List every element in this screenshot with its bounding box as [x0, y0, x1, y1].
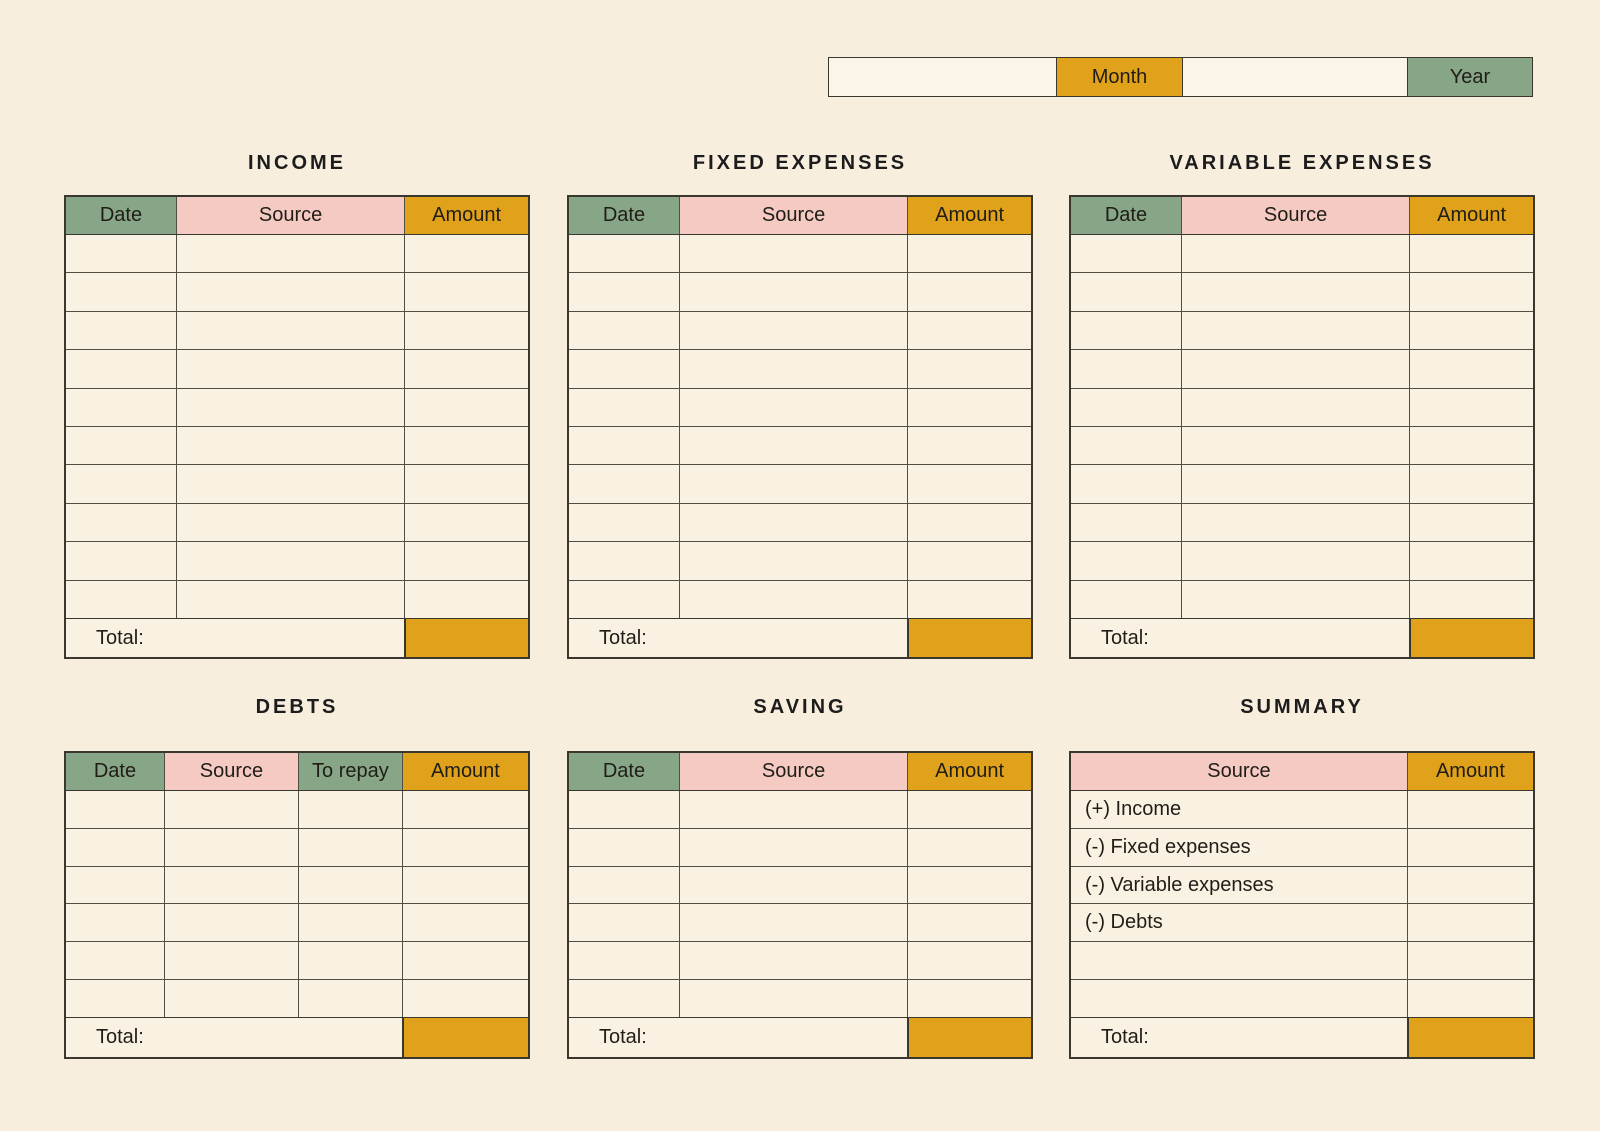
income-total-row — [66, 618, 528, 657]
date-cell[interactable] — [1071, 235, 1181, 272]
date-cell[interactable] — [569, 791, 679, 828]
total-label: Total: — [1071, 619, 1409, 657]
source-cell[interactable] — [679, 829, 907, 866]
amount-cell[interactable] — [907, 542, 1031, 579]
amount-cell[interactable] — [404, 350, 528, 387]
date-cell[interactable] — [66, 980, 164, 1017]
table-row — [569, 235, 1031, 272]
source-cell[interactable] — [679, 504, 907, 541]
table-row — [1071, 272, 1533, 310]
source-cell[interactable] — [1181, 581, 1409, 618]
source-cell[interactable] — [1181, 273, 1409, 310]
source-cell[interactable] — [176, 465, 404, 502]
saving-total-row — [569, 1017, 1031, 1057]
source-cell[interactable] — [164, 829, 298, 866]
amount-cell[interactable] — [1409, 542, 1533, 579]
date-cell[interactable] — [1071, 504, 1181, 541]
income-total-value-cell[interactable] — [404, 619, 528, 657]
date-cell[interactable] — [66, 465, 176, 502]
source-cell[interactable] — [679, 904, 907, 941]
amount-cell[interactable] — [402, 791, 528, 828]
date-cell[interactable] — [1071, 350, 1181, 387]
date-cell[interactable] — [569, 904, 679, 941]
date-column-header: Date — [569, 197, 679, 234]
source-column-header: Source — [164, 753, 298, 790]
date-cell[interactable] — [1071, 312, 1181, 349]
table-row — [66, 464, 528, 502]
table-row — [66, 235, 528, 272]
source-cell[interactable] — [176, 312, 404, 349]
source-cell[interactable] — [1181, 504, 1409, 541]
table-row — [569, 388, 1031, 426]
date-cell[interactable] — [569, 829, 679, 866]
amount-cell[interactable] — [907, 235, 1031, 272]
table-row — [569, 464, 1031, 502]
table-row — [569, 272, 1031, 310]
saving-total-value-cell[interactable] — [907, 1018, 1031, 1057]
amount-cell[interactable] — [402, 829, 528, 866]
fixed-expenses-table — [567, 195, 1033, 659]
debts-table — [64, 751, 530, 1059]
date-cell[interactable] — [1071, 389, 1181, 426]
summary-amount-cell[interactable] — [1407, 904, 1533, 941]
source-column-header: Source — [679, 197, 907, 234]
date-cell[interactable] — [569, 389, 679, 426]
amount-cell[interactable] — [907, 791, 1031, 828]
source-cell[interactable] — [679, 235, 907, 272]
total-label: Total: — [1071, 1018, 1407, 1057]
table-row — [569, 979, 1031, 1017]
amount-cell[interactable] — [907, 312, 1031, 349]
income-table — [64, 195, 530, 659]
source-cell[interactable] — [679, 581, 907, 618]
date-cell[interactable] — [569, 504, 679, 541]
variable-expenses-body — [1071, 235, 1533, 618]
date-cell[interactable] — [1071, 273, 1181, 310]
table-row — [1071, 503, 1533, 541]
summary-row-debts — [1071, 903, 1533, 941]
table-row — [66, 388, 528, 426]
table-row — [569, 866, 1031, 904]
summary-amount-cell[interactable] — [1407, 980, 1533, 1017]
fixed-expenses-body — [569, 235, 1031, 618]
source-cell[interactable] — [1181, 389, 1409, 426]
source-cell[interactable] — [176, 273, 404, 310]
table-row — [1071, 580, 1533, 618]
date-cell[interactable] — [569, 942, 679, 979]
source-column-header: Source — [1181, 197, 1409, 234]
to-repay-cell[interactable] — [298, 829, 402, 866]
date-cell[interactable] — [1071, 542, 1181, 579]
summary-row-label[interactable] — [1071, 980, 1407, 1017]
amount-cell[interactable] — [404, 427, 528, 464]
summary-row-fixed-expenses — [1071, 828, 1533, 866]
date-cell[interactable] — [569, 235, 679, 272]
fixed-expenses-total-value-cell[interactable] — [907, 619, 1031, 657]
table-row — [569, 311, 1031, 349]
amount-cell[interactable] — [907, 504, 1031, 541]
amount-column-header: Amount — [402, 753, 528, 790]
date-cell[interactable] — [66, 904, 164, 941]
date-cell[interactable] — [569, 465, 679, 502]
summary-amount-cell[interactable] — [1407, 791, 1533, 828]
summary-amount-cell[interactable] — [1407, 942, 1533, 979]
table-row — [66, 349, 528, 387]
table-row — [569, 580, 1031, 618]
table-row — [569, 349, 1031, 387]
year-input[interactable] — [1183, 57, 1408, 97]
date-cell[interactable] — [66, 312, 176, 349]
source-cell[interactable] — [176, 350, 404, 387]
source-cell[interactable] — [679, 350, 907, 387]
source-cell[interactable] — [679, 273, 907, 310]
amount-cell[interactable] — [1409, 350, 1533, 387]
income-body — [66, 235, 528, 618]
summary-row-label: (-) Variable expenses — [1071, 867, 1407, 904]
table-row — [569, 828, 1031, 866]
source-cell[interactable] — [164, 942, 298, 979]
amount-cell[interactable] — [404, 273, 528, 310]
income-title: INCOME — [248, 152, 346, 174]
date-cell[interactable] — [569, 980, 679, 1017]
table-row — [1071, 235, 1533, 272]
amount-cell[interactable] — [404, 542, 528, 579]
table-row — [66, 541, 528, 579]
amount-cell[interactable] — [907, 465, 1031, 502]
source-cell[interactable] — [679, 942, 907, 979]
source-cell[interactable] — [679, 427, 907, 464]
date-column-header: Date — [66, 753, 164, 790]
amount-cell[interactable] — [404, 581, 528, 618]
amount-column-header: Amount — [907, 753, 1031, 790]
source-cell[interactable] — [164, 904, 298, 941]
amount-cell[interactable] — [402, 904, 528, 941]
summary-total-row — [1071, 1017, 1533, 1057]
source-cell[interactable] — [679, 389, 907, 426]
source-column-header: Source — [679, 753, 907, 790]
date-cell[interactable] — [1071, 465, 1181, 502]
variable-expenses-table — [1069, 195, 1535, 659]
summary-row-empty — [1071, 941, 1533, 979]
amount-cell[interactable] — [907, 904, 1031, 941]
date-cell[interactable] — [66, 235, 176, 272]
summary-row-variable-expenses — [1071, 866, 1533, 904]
amount-cell[interactable] — [907, 980, 1031, 1017]
amount-cell[interactable] — [1409, 235, 1533, 272]
source-cell[interactable] — [164, 980, 298, 1017]
date-cell[interactable] — [66, 867, 164, 904]
month-input[interactable] — [828, 57, 1057, 97]
source-cell[interactable] — [679, 542, 907, 579]
month-year-bar — [828, 57, 1533, 97]
date-cell[interactable] — [66, 829, 164, 866]
amount-cell[interactable] — [907, 867, 1031, 904]
variable-expenses-header-row — [1071, 197, 1533, 235]
source-cell[interactable] — [176, 504, 404, 541]
amount-column-header: Amount — [1407, 753, 1533, 790]
amount-cell[interactable] — [404, 312, 528, 349]
source-cell[interactable] — [679, 791, 907, 828]
variable-expenses-total-row — [1071, 618, 1533, 657]
summary-amount-cell[interactable] — [1407, 867, 1533, 904]
summary-body — [1071, 791, 1533, 1017]
amount-cell[interactable] — [404, 465, 528, 502]
summary-row-empty — [1071, 979, 1533, 1017]
to-repay-cell[interactable] — [298, 867, 402, 904]
amount-cell[interactable] — [907, 829, 1031, 866]
year-label: Year — [1408, 57, 1533, 97]
date-cell[interactable] — [569, 312, 679, 349]
source-cell[interactable] — [164, 867, 298, 904]
table-row — [569, 503, 1031, 541]
saving-body — [569, 791, 1031, 1017]
table-row — [1071, 388, 1533, 426]
summary-title: SUMMARY — [1240, 696, 1364, 718]
table-row — [1071, 311, 1533, 349]
date-cell[interactable] — [569, 542, 679, 579]
amount-column-header: Amount — [1409, 197, 1533, 234]
summary-row-label: (+) Income — [1071, 791, 1407, 828]
summary-table — [1069, 751, 1535, 1059]
table-row — [569, 941, 1031, 979]
summary-header-row — [1071, 753, 1533, 791]
debts-header-row — [66, 753, 528, 791]
total-label: Total: — [569, 1018, 907, 1057]
debts-total-value-cell[interactable] — [402, 1018, 528, 1057]
source-cell[interactable] — [176, 427, 404, 464]
amount-cell[interactable] — [1409, 389, 1533, 426]
amount-cell[interactable] — [402, 942, 528, 979]
table-row — [569, 426, 1031, 464]
source-column-header: Source — [176, 197, 404, 234]
table-row — [66, 503, 528, 541]
table-row — [569, 791, 1031, 828]
saving-title: SAVING — [753, 696, 847, 718]
summary-row-label[interactable] — [1071, 942, 1407, 979]
amount-cell[interactable] — [404, 389, 528, 426]
month-label: Month — [1057, 57, 1183, 97]
amount-cell[interactable] — [907, 427, 1031, 464]
to-repay-column-header: To repay — [298, 753, 402, 790]
source-cell[interactable] — [679, 867, 907, 904]
date-cell[interactable] — [66, 942, 164, 979]
income-header-row — [66, 197, 528, 235]
summary-row-income — [1071, 791, 1533, 828]
table-row — [1071, 464, 1533, 502]
to-repay-cell[interactable] — [298, 791, 402, 828]
source-cell[interactable] — [176, 542, 404, 579]
date-cell[interactable] — [1071, 427, 1181, 464]
amount-cell[interactable] — [907, 389, 1031, 426]
source-cell[interactable] — [1181, 350, 1409, 387]
source-cell[interactable] — [1181, 312, 1409, 349]
source-cell[interactable] — [679, 980, 907, 1017]
date-cell[interactable] — [66, 581, 176, 618]
amount-cell[interactable] — [907, 273, 1031, 310]
variable-expenses-title: VARIABLE EXPENSES — [1169, 152, 1435, 174]
source-cell[interactable] — [164, 791, 298, 828]
date-cell[interactable] — [66, 427, 176, 464]
date-cell[interactable] — [66, 273, 176, 310]
date-cell[interactable] — [569, 427, 679, 464]
fixed-expenses-total-row — [569, 618, 1031, 657]
date-cell[interactable] — [569, 581, 679, 618]
date-column-header: Date — [66, 197, 176, 234]
amount-cell[interactable] — [1409, 273, 1533, 310]
total-label: Total: — [569, 619, 907, 657]
date-cell[interactable] — [569, 867, 679, 904]
saving-header-row — [569, 753, 1031, 791]
fixed-expenses-header-row — [569, 197, 1031, 235]
source-cell[interactable] — [1181, 465, 1409, 502]
date-cell[interactable] — [66, 791, 164, 828]
table-row — [66, 979, 528, 1017]
saving-table — [567, 751, 1033, 1059]
table-row — [66, 866, 528, 904]
source-cell[interactable] — [679, 312, 907, 349]
amount-cell[interactable] — [402, 980, 528, 1017]
source-cell[interactable] — [679, 465, 907, 502]
table-row — [66, 903, 528, 941]
table-row — [66, 311, 528, 349]
source-cell[interactable] — [1181, 235, 1409, 272]
amount-cell[interactable] — [404, 504, 528, 541]
date-cell[interactable] — [66, 542, 176, 579]
amount-cell[interactable] — [1409, 427, 1533, 464]
date-cell[interactable] — [1071, 581, 1181, 618]
date-cell[interactable] — [66, 389, 176, 426]
total-label: Total: — [66, 1018, 402, 1057]
source-cell[interactable] — [1181, 427, 1409, 464]
amount-cell[interactable] — [404, 235, 528, 272]
source-cell[interactable] — [176, 581, 404, 618]
summary-row-label: (-) Fixed expenses — [1071, 829, 1407, 866]
table-row — [66, 828, 528, 866]
to-repay-cell[interactable] — [298, 942, 402, 979]
summary-row-label: (-) Debts — [1071, 904, 1407, 941]
table-row — [1071, 426, 1533, 464]
source-cell[interactable] — [176, 235, 404, 272]
source-column-header: Source — [1071, 753, 1407, 790]
to-repay-cell[interactable] — [298, 980, 402, 1017]
amount-cell[interactable] — [907, 350, 1031, 387]
date-cell[interactable] — [569, 350, 679, 387]
table-row — [1071, 541, 1533, 579]
table-row — [1071, 349, 1533, 387]
table-row — [66, 272, 528, 310]
amount-cell[interactable] — [1409, 312, 1533, 349]
date-cell[interactable] — [66, 504, 176, 541]
table-row — [66, 791, 528, 828]
amount-column-header: Amount — [907, 197, 1031, 234]
summary-amount-cell[interactable] — [1407, 829, 1533, 866]
debts-title: DEBTS — [255, 696, 339, 718]
amount-cell[interactable] — [1409, 504, 1533, 541]
table-row — [569, 903, 1031, 941]
table-row — [66, 941, 528, 979]
date-cell[interactable] — [66, 350, 176, 387]
variable-expenses-total-value-cell[interactable] — [1409, 619, 1533, 657]
summary-total-value-cell[interactable] — [1407, 1018, 1533, 1057]
source-cell[interactable] — [1181, 542, 1409, 579]
to-repay-cell[interactable] — [298, 904, 402, 941]
amount-column-header: Amount — [404, 197, 528, 234]
fixed-expenses-title: FIXED EXPENSES — [692, 152, 908, 174]
amount-cell[interactable] — [907, 581, 1031, 618]
table-row — [66, 580, 528, 618]
debts-body — [66, 791, 528, 1017]
amount-cell[interactable] — [402, 867, 528, 904]
date-column-header: Date — [569, 753, 679, 790]
amount-cell[interactable] — [1409, 581, 1533, 618]
source-cell[interactable] — [176, 389, 404, 426]
table-row — [569, 541, 1031, 579]
total-label: Total: — [66, 619, 404, 657]
amount-cell[interactable] — [907, 942, 1031, 979]
amount-cell[interactable] — [1409, 465, 1533, 502]
debts-total-row — [66, 1017, 528, 1057]
date-column-header: Date — [1071, 197, 1181, 234]
table-row — [66, 426, 528, 464]
date-cell[interactable] — [569, 273, 679, 310]
